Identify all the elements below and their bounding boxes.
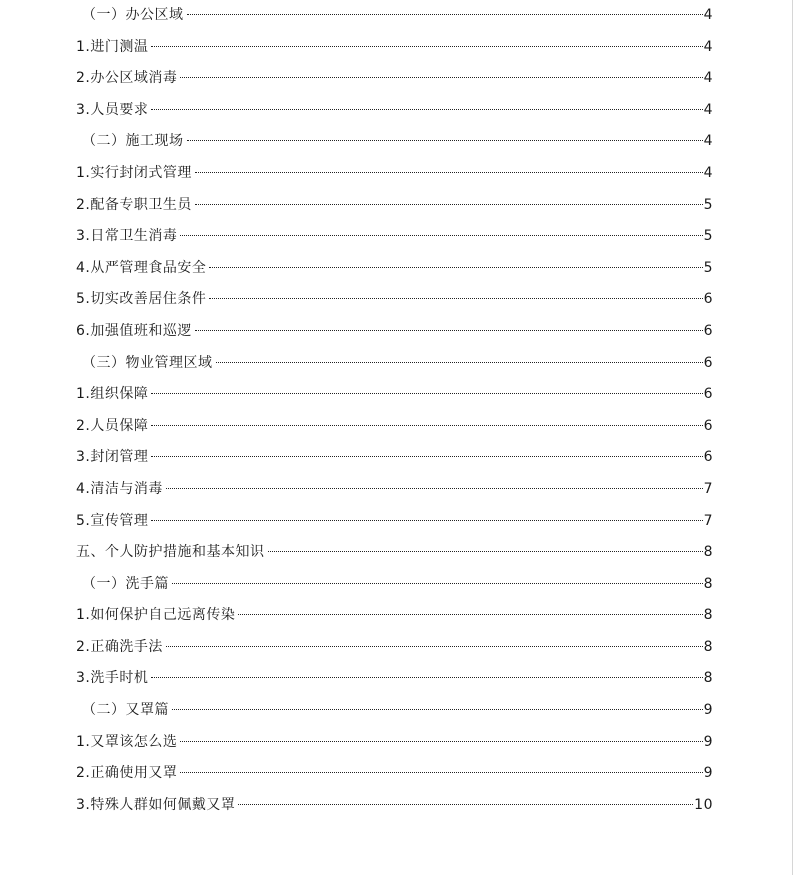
- toc-dot-leader: [195, 172, 703, 173]
- toc-entry-title: 1.实行封闭式管理: [76, 164, 192, 181]
- toc-entry-title: 4.从严管理食品安全: [76, 259, 207, 276]
- toc-entry-title: （一）办公区域: [82, 7, 184, 23]
- toc-entry[interactable]: [76, 695, 713, 727]
- toc-entry-title: 6.加强值班和巡逻: [76, 322, 192, 339]
- toc-entry-title: （三）物业管理区域: [82, 354, 213, 371]
- toc-dot-leader: [187, 14, 703, 15]
- toc-dot-leader: [238, 804, 693, 805]
- toc-entry-title: 3.日常卫生消毒: [76, 228, 178, 245]
- toc-dot-leader: [151, 425, 702, 426]
- toc-entry[interactable]: [76, 379, 713, 411]
- toc-page-number: 6: [703, 449, 713, 466]
- toc-entry[interactable]: [76, 63, 713, 95]
- toc-dot-leader: [180, 741, 702, 742]
- toc-page-number: 6: [703, 322, 713, 339]
- toc-page-number: 9: [703, 702, 713, 719]
- toc-entry-title: （二）施工现场: [82, 133, 184, 150]
- toc-entry-title: 2.正确使用又罩: [76, 765, 178, 782]
- toc-entry-title: 3.洗手时机: [76, 670, 149, 687]
- toc-entry[interactable]: [76, 158, 713, 190]
- page-edge-divider: [792, 0, 793, 875]
- toc-page-number: 9: [703, 765, 713, 782]
- toc-dot-leader: [151, 677, 702, 678]
- toc-entry[interactable]: [76, 221, 713, 253]
- toc-entry-title: 2.正确洗手法: [76, 638, 163, 655]
- toc-entry-title: （二）又罩篇: [82, 702, 169, 719]
- toc-entry-title: 3.人员要求: [76, 101, 149, 118]
- toc-entry-title: 1.组织保障: [76, 386, 149, 403]
- toc-dot-leader: [216, 362, 703, 363]
- toc-page-number: 8: [703, 638, 713, 655]
- toc-entry-title: 3.特殊人群如何佩戴又罩: [76, 796, 236, 813]
- toc-entry[interactable]: [76, 32, 713, 64]
- toc-entry-title: 5.切实改善居住条件: [76, 291, 207, 308]
- toc-entry[interactable]: [76, 190, 713, 222]
- toc-entry[interactable]: [76, 126, 713, 158]
- toc-dot-leader: [187, 140, 703, 141]
- toc-entry-title: （一）洗手篇: [82, 575, 169, 592]
- toc-page-number: 6: [703, 291, 713, 308]
- toc-page-number: 8: [703, 607, 713, 624]
- table-of-contents: [76, 0, 713, 821]
- toc-page-number: 7: [703, 512, 713, 529]
- toc-page-number: 4: [703, 70, 713, 87]
- toc-page-number: 5: [703, 259, 713, 276]
- toc-page-number: 4: [703, 101, 713, 118]
- toc-entry-title: 3.封闭管理: [76, 449, 149, 466]
- toc-page-number: 8: [703, 544, 713, 561]
- toc-entry-title: 1.又罩该怎么选: [76, 733, 178, 750]
- toc-entry-title: 五、个人防护措施和基本知识: [76, 544, 265, 561]
- toc-entry[interactable]: [76, 790, 713, 822]
- toc-entry[interactable]: [76, 600, 713, 632]
- toc-dot-leader: [151, 109, 702, 110]
- toc-page-number: 4: [703, 133, 713, 150]
- toc-dot-leader: [195, 330, 703, 331]
- toc-entry[interactable]: [76, 537, 713, 569]
- toc-page-number: 5: [703, 196, 713, 213]
- toc-dot-leader: [151, 456, 702, 457]
- toc-entry[interactable]: [76, 632, 713, 664]
- toc-entry[interactable]: [76, 569, 713, 601]
- toc-entry-title: 2.人员保障: [76, 417, 149, 434]
- toc-dot-leader: [238, 614, 702, 615]
- toc-entry-title: 1.进门测温: [76, 38, 149, 55]
- toc-page-number: 6: [703, 386, 713, 403]
- toc-entry[interactable]: [76, 284, 713, 316]
- toc-dot-leader: [151, 520, 702, 521]
- toc-page-number: 6: [703, 417, 713, 434]
- toc-page-number: 8: [703, 575, 713, 592]
- toc-page-number: 9: [703, 733, 713, 750]
- toc-entry-title: 1.如何保护自己远离传染: [76, 607, 236, 624]
- toc-entry[interactable]: [76, 727, 713, 759]
- toc-dot-leader: [180, 77, 702, 78]
- toc-page-number: 4: [703, 7, 713, 23]
- toc-entry[interactable]: [76, 758, 713, 790]
- toc-entry-title: 5.宣传管理: [76, 512, 149, 529]
- toc-entry-title: 4.清洁与消毒: [76, 480, 163, 497]
- toc-entry[interactable]: [76, 663, 713, 695]
- toc-entry[interactable]: [76, 474, 713, 506]
- toc-page-number: 4: [703, 164, 713, 181]
- toc-dot-leader: [166, 488, 703, 489]
- toc-dot-leader: [195, 204, 703, 205]
- toc-entry[interactable]: [76, 0, 713, 32]
- toc-page-number: 8: [703, 670, 713, 687]
- toc-entry-title: 2.配备专职卫生员: [76, 196, 192, 213]
- toc-dot-leader: [209, 298, 702, 299]
- toc-dot-leader: [209, 267, 702, 268]
- toc-entry-title: 2.办公区域消毒: [76, 70, 178, 87]
- toc-page-number: 5: [703, 228, 713, 245]
- toc-dot-leader: [151, 46, 702, 47]
- toc-dot-leader: [172, 709, 703, 710]
- toc-dot-leader: [151, 393, 702, 394]
- toc-entry[interactable]: [76, 506, 713, 538]
- toc-dot-leader: [166, 646, 703, 647]
- toc-entry[interactable]: [76, 95, 713, 127]
- toc-dot-leader: [180, 235, 702, 236]
- toc-page-number: 10: [694, 796, 713, 813]
- toc-entry[interactable]: [76, 316, 713, 348]
- toc-entry[interactable]: [76, 348, 713, 380]
- toc-entry[interactable]: [76, 253, 713, 285]
- toc-dot-leader: [180, 772, 702, 773]
- toc-dot-leader: [268, 551, 703, 552]
- toc-entry[interactable]: [76, 442, 713, 474]
- toc-dot-leader: [172, 583, 703, 584]
- toc-page-number: 6: [703, 354, 713, 371]
- toc-page-number: 4: [703, 38, 713, 55]
- toc-page-number: 7: [703, 480, 713, 497]
- toc-entry[interactable]: [76, 411, 713, 443]
